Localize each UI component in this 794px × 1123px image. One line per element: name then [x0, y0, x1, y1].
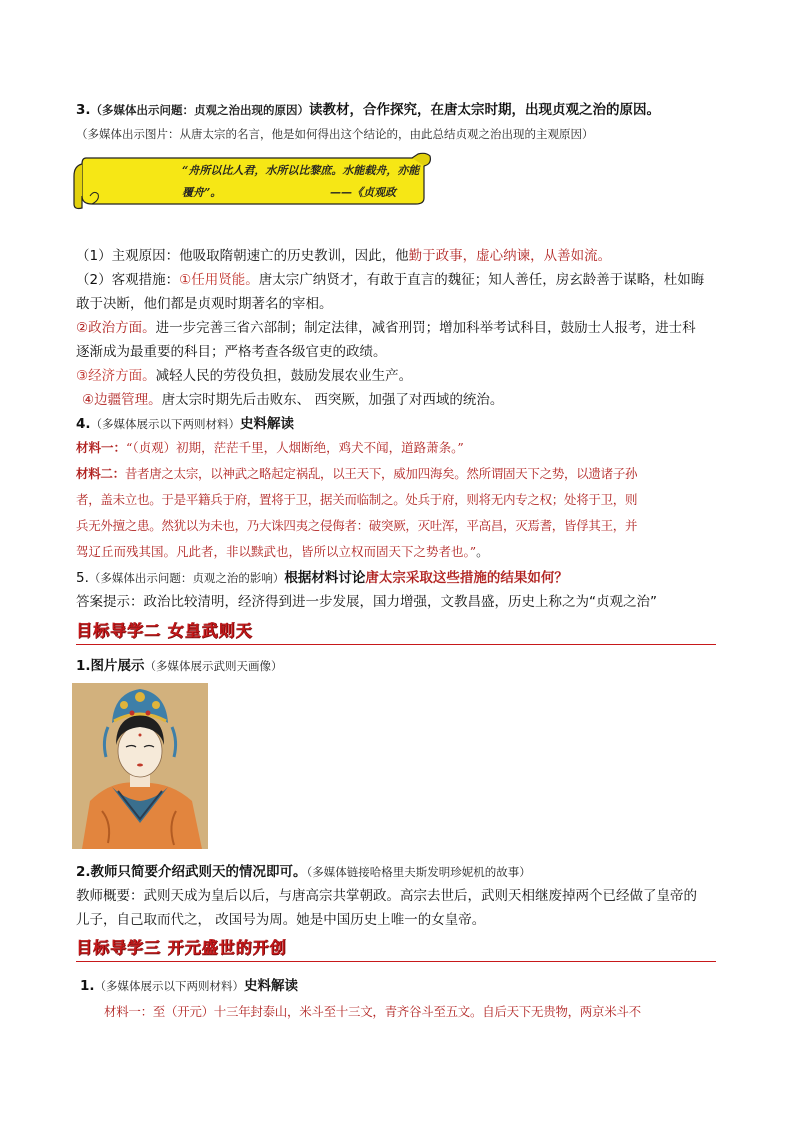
material-2-text: 昔者唐之太宗，以神武之略起定祸乱，以王天下，威加四海矣。然所谓固天下之势，以遗诸子孙 — [124, 466, 638, 481]
heading-underline — [76, 961, 716, 962]
measure-4 — [82, 390, 732, 410]
multimedia-note: （多媒体出示问题：贞观之治出现的原因） — [90, 103, 310, 117]
item-number: 2. — [76, 864, 91, 880]
cause-subjective-text: （1）主观原因：他吸取隋朝速亡的历史教训，因此，他 — [76, 248, 409, 264]
measure-4-text: 唐太宗时期先后击败东、 西突厥，加强了对西域的统治。 — [161, 392, 504, 408]
measure-4-label: ④边疆管理。 — [82, 392, 162, 408]
item-number: 5. — [76, 570, 89, 586]
material-2-end-text: 驾辽丘而残其国。凡此者，非以黩武也，皆所以立权而固天下之势者也。” — [76, 544, 477, 559]
material-1-label: 材料一： — [76, 440, 127, 455]
scroll-quote-line1: “舟所以比人君，水所以比黎庶。水能载舟，亦能 — [182, 164, 420, 177]
multimedia-note: （多媒体展示以下两则材料） — [90, 417, 241, 431]
material-2-line4 — [76, 542, 726, 562]
heading-goal-2-text: 目标导学二 女皇武则天 — [76, 621, 253, 640]
scroll-banner — [72, 152, 432, 210]
multimedia-note: （多媒体链接哈格里夫斯发明珍妮机的故事） — [306, 865, 531, 879]
material-2-line1 — [76, 464, 726, 484]
heading-goal-3-text: 目标导学三 开元盛世的开创 — [76, 938, 287, 957]
multimedia-note: （多媒体展示以下两则材料） — [94, 979, 245, 993]
material-1 — [76, 438, 726, 458]
item-number: 3. — [76, 102, 91, 118]
multimedia-note: （多媒体出示问题：贞观之治的影响） — [88, 571, 285, 585]
wu-item-2-label: 教师只简要介绍武则天的情况即可。 — [90, 864, 307, 880]
section-3-question — [76, 100, 726, 120]
scroll-source: ——《贞观政 — [330, 186, 396, 199]
material-1-text: “（贞观）初期，茫茫千里，人烟断绝，鸡犬不闻，道路萧条。” — [126, 440, 464, 455]
cause-objective — [76, 270, 726, 290]
heading-goal-2 — [76, 619, 716, 643]
scroll-graphic — [72, 152, 432, 210]
item-number: 4. — [76, 416, 91, 432]
cause-subjective-highlight: 勤于政事，虚心纳谏，从善如流。 — [408, 248, 612, 264]
measure-3-text: 减轻人民的劳役负担，鼓励发展农业生产。 — [155, 368, 413, 384]
section-6-material-1: 材料一：至（开元）十三年封泰山，米斗至十三文，青齐谷斗至五文。自后天下无贵物，两京米斗不 — [104, 1004, 641, 1019]
scroll-quote-line2 — [182, 184, 412, 200]
section-3-note: （多媒体出示图片：从唐太宗的名言，他是如何得出这个结论的，由此总结贞观之治出现的主观原因） — [76, 127, 594, 141]
section-6-label: 史料解读 — [244, 978, 299, 994]
measure-2 — [76, 318, 726, 338]
wu-item-2 — [76, 862, 726, 882]
wu-zetian-portrait — [72, 683, 208, 849]
measure-3-label: ③经济方面。 — [76, 368, 156, 384]
heading-goal-3 — [76, 936, 716, 960]
section-5-answer: 答案提示：政治比较清明，经济得到进一步发展，国力增强，文教昌盛，历史上称之为“贞观之治” — [76, 594, 657, 610]
material-2-label: 材料二： — [76, 466, 125, 481]
measure-1-cont: 敢于决断，他们都是贞观时期著名的宰相。 — [76, 296, 333, 312]
multimedia-note: （多媒体展示武则天画像） — [144, 659, 283, 673]
wu-summary-line2: 儿子，自己取而代之， 改国号为周。她是中国历史上唯一的女皇帝。 — [76, 912, 486, 928]
measure-3 — [76, 366, 726, 386]
heading-underline — [76, 644, 716, 645]
measure-1-label: ①任用贤能。 — [179, 272, 259, 288]
item-number: 1. — [80, 978, 95, 994]
question-highlight: 唐太宗采取这些措施的结果如何？ — [365, 570, 568, 586]
wu-summary-line1: 教师概要：武则天成为皇后以后，与唐高宗共掌朝政。高宗去世后，武则天相继废掉两个已经做了皇帝的 — [76, 888, 697, 904]
section-5-question — [76, 568, 726, 588]
wu-item-1-label: 图片展示 — [90, 658, 145, 674]
item-number: 1. — [76, 658, 91, 674]
wu-item-1 — [76, 656, 726, 676]
section-6-title — [80, 976, 730, 996]
question-lead: 根据材料讨论 — [284, 570, 366, 586]
measure-2-text: 进一步完善三省六部制；制定法律，减省刑罚；增加科举考试科目，鼓励士人报考，进士科 — [155, 320, 696, 336]
cause-subjective — [76, 246, 726, 266]
cause-objective-label: （2）客观措施： — [76, 272, 180, 288]
measure-1-text: 唐太宗广纳贤才，有敢于直言的魏征；知人善任，房玄龄善于谋略，杜如晦 — [258, 272, 705, 288]
measure-2-cont: 逐渐成为最重要的科目；严格考查各级官吏的政绩。 — [76, 344, 387, 360]
portrait-illustration — [72, 683, 208, 849]
material-2-line2: 者，盖未立也。于是平籍兵于府，置将于卫，据关而临制之。处兵于府，则将无内专之权；处将于卫，则 — [76, 492, 638, 507]
section-4-label: 史料解读 — [240, 416, 295, 432]
measure-2-label: ②政治方面。 — [76, 320, 156, 336]
material-2-period: 。 — [476, 544, 489, 559]
section-4-title — [76, 414, 726, 434]
scroll-quote-end: 覆舟”。 — [182, 186, 222, 199]
question-text: 读教材，合作探究，在唐太宗时期，出现贞观之治的原因。 — [309, 102, 661, 118]
material-2-line3: 兵无外擅之患。然犹以为未也，乃大诛四夷之侵侮者：破突厥，灭吐浑，平高昌，灭焉耆，皆俘其王，并 — [76, 518, 638, 533]
